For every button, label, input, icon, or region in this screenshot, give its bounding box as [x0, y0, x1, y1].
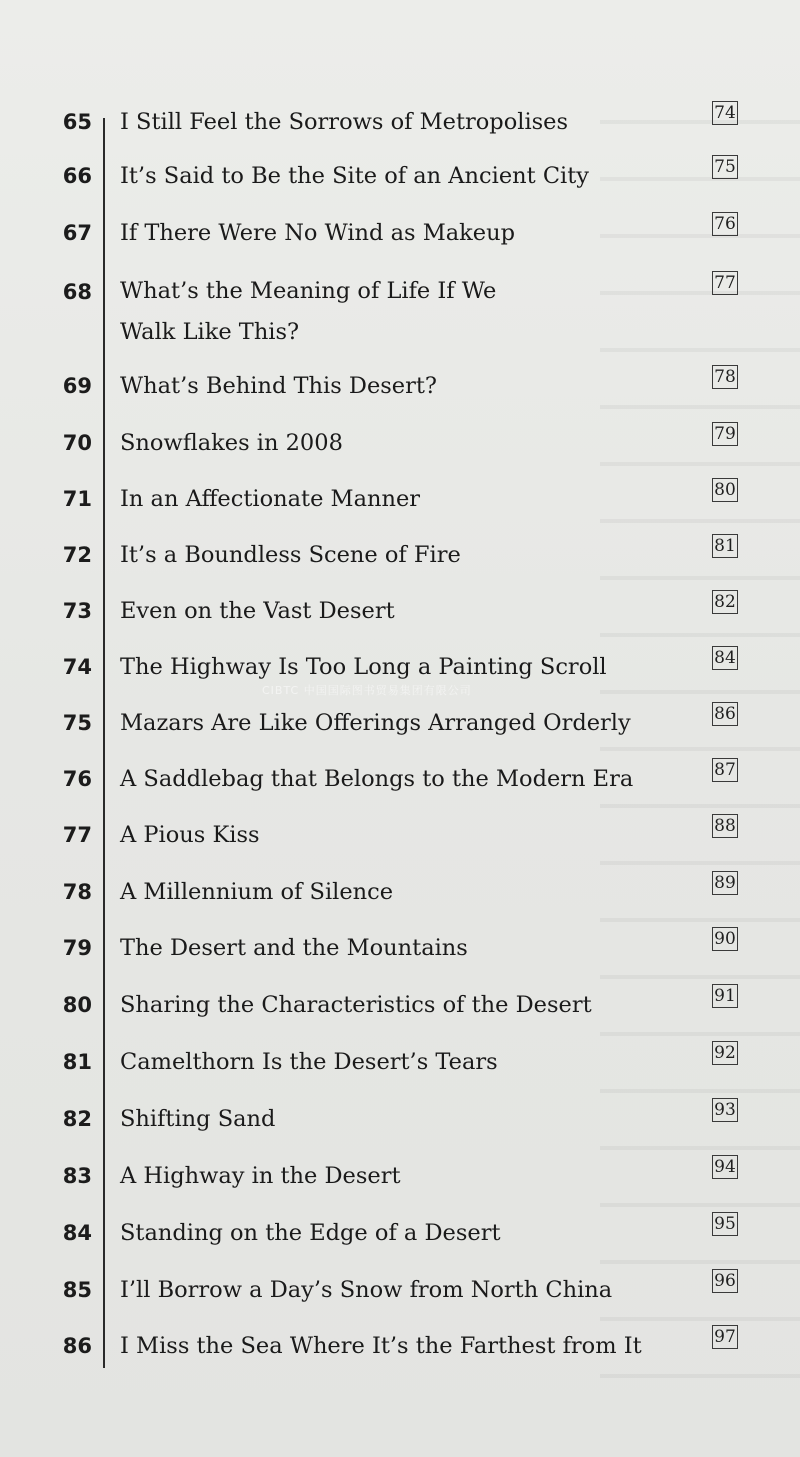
page-number: 82	[712, 590, 738, 614]
toc-entry	[0, 816, 800, 860]
toc-entry	[0, 1157, 800, 1201]
toc-entry	[0, 929, 800, 973]
page-number: 84	[712, 646, 738, 670]
entry-title: I’ll Borrow a Day’s Snow from North China	[120, 1277, 613, 1303]
entry-number: 76	[62, 767, 92, 791]
entry-title: Snowflakes in 2008	[120, 430, 343, 456]
entry-number: 86	[62, 1334, 92, 1358]
page-number: 97	[712, 1325, 738, 1349]
toc-entry	[0, 103, 800, 147]
entry-number: 75	[62, 711, 92, 735]
entry-title: Mazars Are Like Offerings Arranged Orderly	[120, 710, 631, 736]
entry-number: 71	[62, 487, 92, 511]
page-number: 89	[712, 871, 738, 895]
toc-entry	[0, 1327, 800, 1371]
entry-number: 78	[62, 880, 92, 904]
publisher-watermark: CIBTC 中国国际图书贸易集团有限公司	[262, 684, 472, 697]
page-number: 93	[712, 1098, 738, 1122]
entry-title: A Millennium of Silence	[120, 879, 394, 905]
entry-title: Camelthorn Is the Desert’s Tears	[120, 1049, 498, 1075]
entry-number: 81	[62, 1050, 92, 1074]
page-number: 95	[712, 1212, 738, 1236]
entry-number: 74	[62, 655, 92, 679]
toc-entry	[0, 873, 800, 917]
entry-number: 73	[62, 599, 92, 623]
entry-number: 72	[62, 543, 92, 567]
entry-title: A Pious Kiss	[120, 822, 260, 848]
entry-title: Sharing the Characteristics of the Desert	[120, 992, 592, 1018]
page-number: 96	[712, 1269, 738, 1293]
toc-entry	[0, 1214, 800, 1258]
toc-entry	[0, 1100, 800, 1144]
toc-entry	[0, 367, 800, 411]
entry-title: A Highway in the Desert	[120, 1163, 401, 1189]
page-number: 87	[712, 758, 738, 782]
page-number: 76	[712, 212, 738, 236]
toc-entry	[0, 536, 800, 580]
page-number: 91	[712, 984, 738, 1008]
entry-number: 84	[62, 1221, 92, 1245]
entry-title: Standing on the Edge of a Desert	[120, 1220, 501, 1246]
entry-number: 80	[62, 993, 92, 1017]
toc-entry	[0, 424, 800, 468]
page-number: 81	[712, 534, 738, 558]
toc-entry	[0, 704, 800, 748]
toc-entry	[0, 986, 800, 1030]
page-number: 74	[712, 101, 738, 125]
entry-title: I Still Feel the Sorrows of Metropolises	[120, 109, 569, 135]
toc-entry	[0, 157, 800, 201]
toc-entry	[0, 760, 800, 804]
toc-entry	[0, 214, 800, 258]
entry-title: I Miss the Sea Where It’s the Farthest from It	[120, 1333, 642, 1359]
entry-number: 67	[62, 221, 92, 245]
toc-entry	[0, 273, 800, 345]
page-number: 75	[712, 155, 738, 179]
entry-number: 69	[62, 374, 92, 398]
page-number: 79	[712, 422, 738, 446]
page-number: 92	[712, 1041, 738, 1065]
entry-title: Shifting Sand	[120, 1106, 276, 1132]
entry-title: It’s Said to Be the Site of an Ancient City	[120, 163, 590, 189]
page-number: 94	[712, 1155, 738, 1179]
page-number: 86	[712, 702, 738, 726]
toc-entry	[0, 1043, 800, 1087]
entry-number: 68	[62, 280, 92, 304]
toc-entry	[0, 592, 800, 636]
entry-number: 79	[62, 936, 92, 960]
page-number: 78	[712, 365, 738, 389]
entry-title: Even on the Vast Desert	[120, 598, 395, 624]
entry-title: The Highway Is Too Long a Painting Scroll	[120, 654, 607, 680]
page-number: 80	[712, 478, 738, 502]
entry-title: If There Were No Wind as Makeup	[120, 220, 516, 246]
toc-entry	[0, 1271, 800, 1315]
entry-title: What’s Behind This Desert?	[120, 373, 437, 399]
page-number: 88	[712, 814, 738, 838]
entry-number: 83	[62, 1164, 92, 1188]
entry-number: 82	[62, 1107, 92, 1131]
toc-entry	[0, 480, 800, 524]
entry-number: 65	[62, 110, 92, 134]
page-number: 90	[712, 927, 738, 951]
entry-title: A Saddlebag that Belongs to the Modern Era	[120, 766, 634, 792]
entry-number: 85	[62, 1278, 92, 1302]
entry-number: 77	[62, 823, 92, 847]
entry-title: In an Affectionate Manner	[120, 486, 421, 512]
page-number: 77	[712, 271, 738, 295]
entry-title: It’s a Boundless Scene of Fire	[120, 542, 461, 568]
entry-number: 66	[62, 164, 92, 188]
entry-title: What’s the Meaning of Life If We Walk Like This?	[120, 278, 497, 345]
entry-number: 70	[62, 431, 92, 455]
entry-title: The Desert and the Mountains	[120, 935, 468, 961]
